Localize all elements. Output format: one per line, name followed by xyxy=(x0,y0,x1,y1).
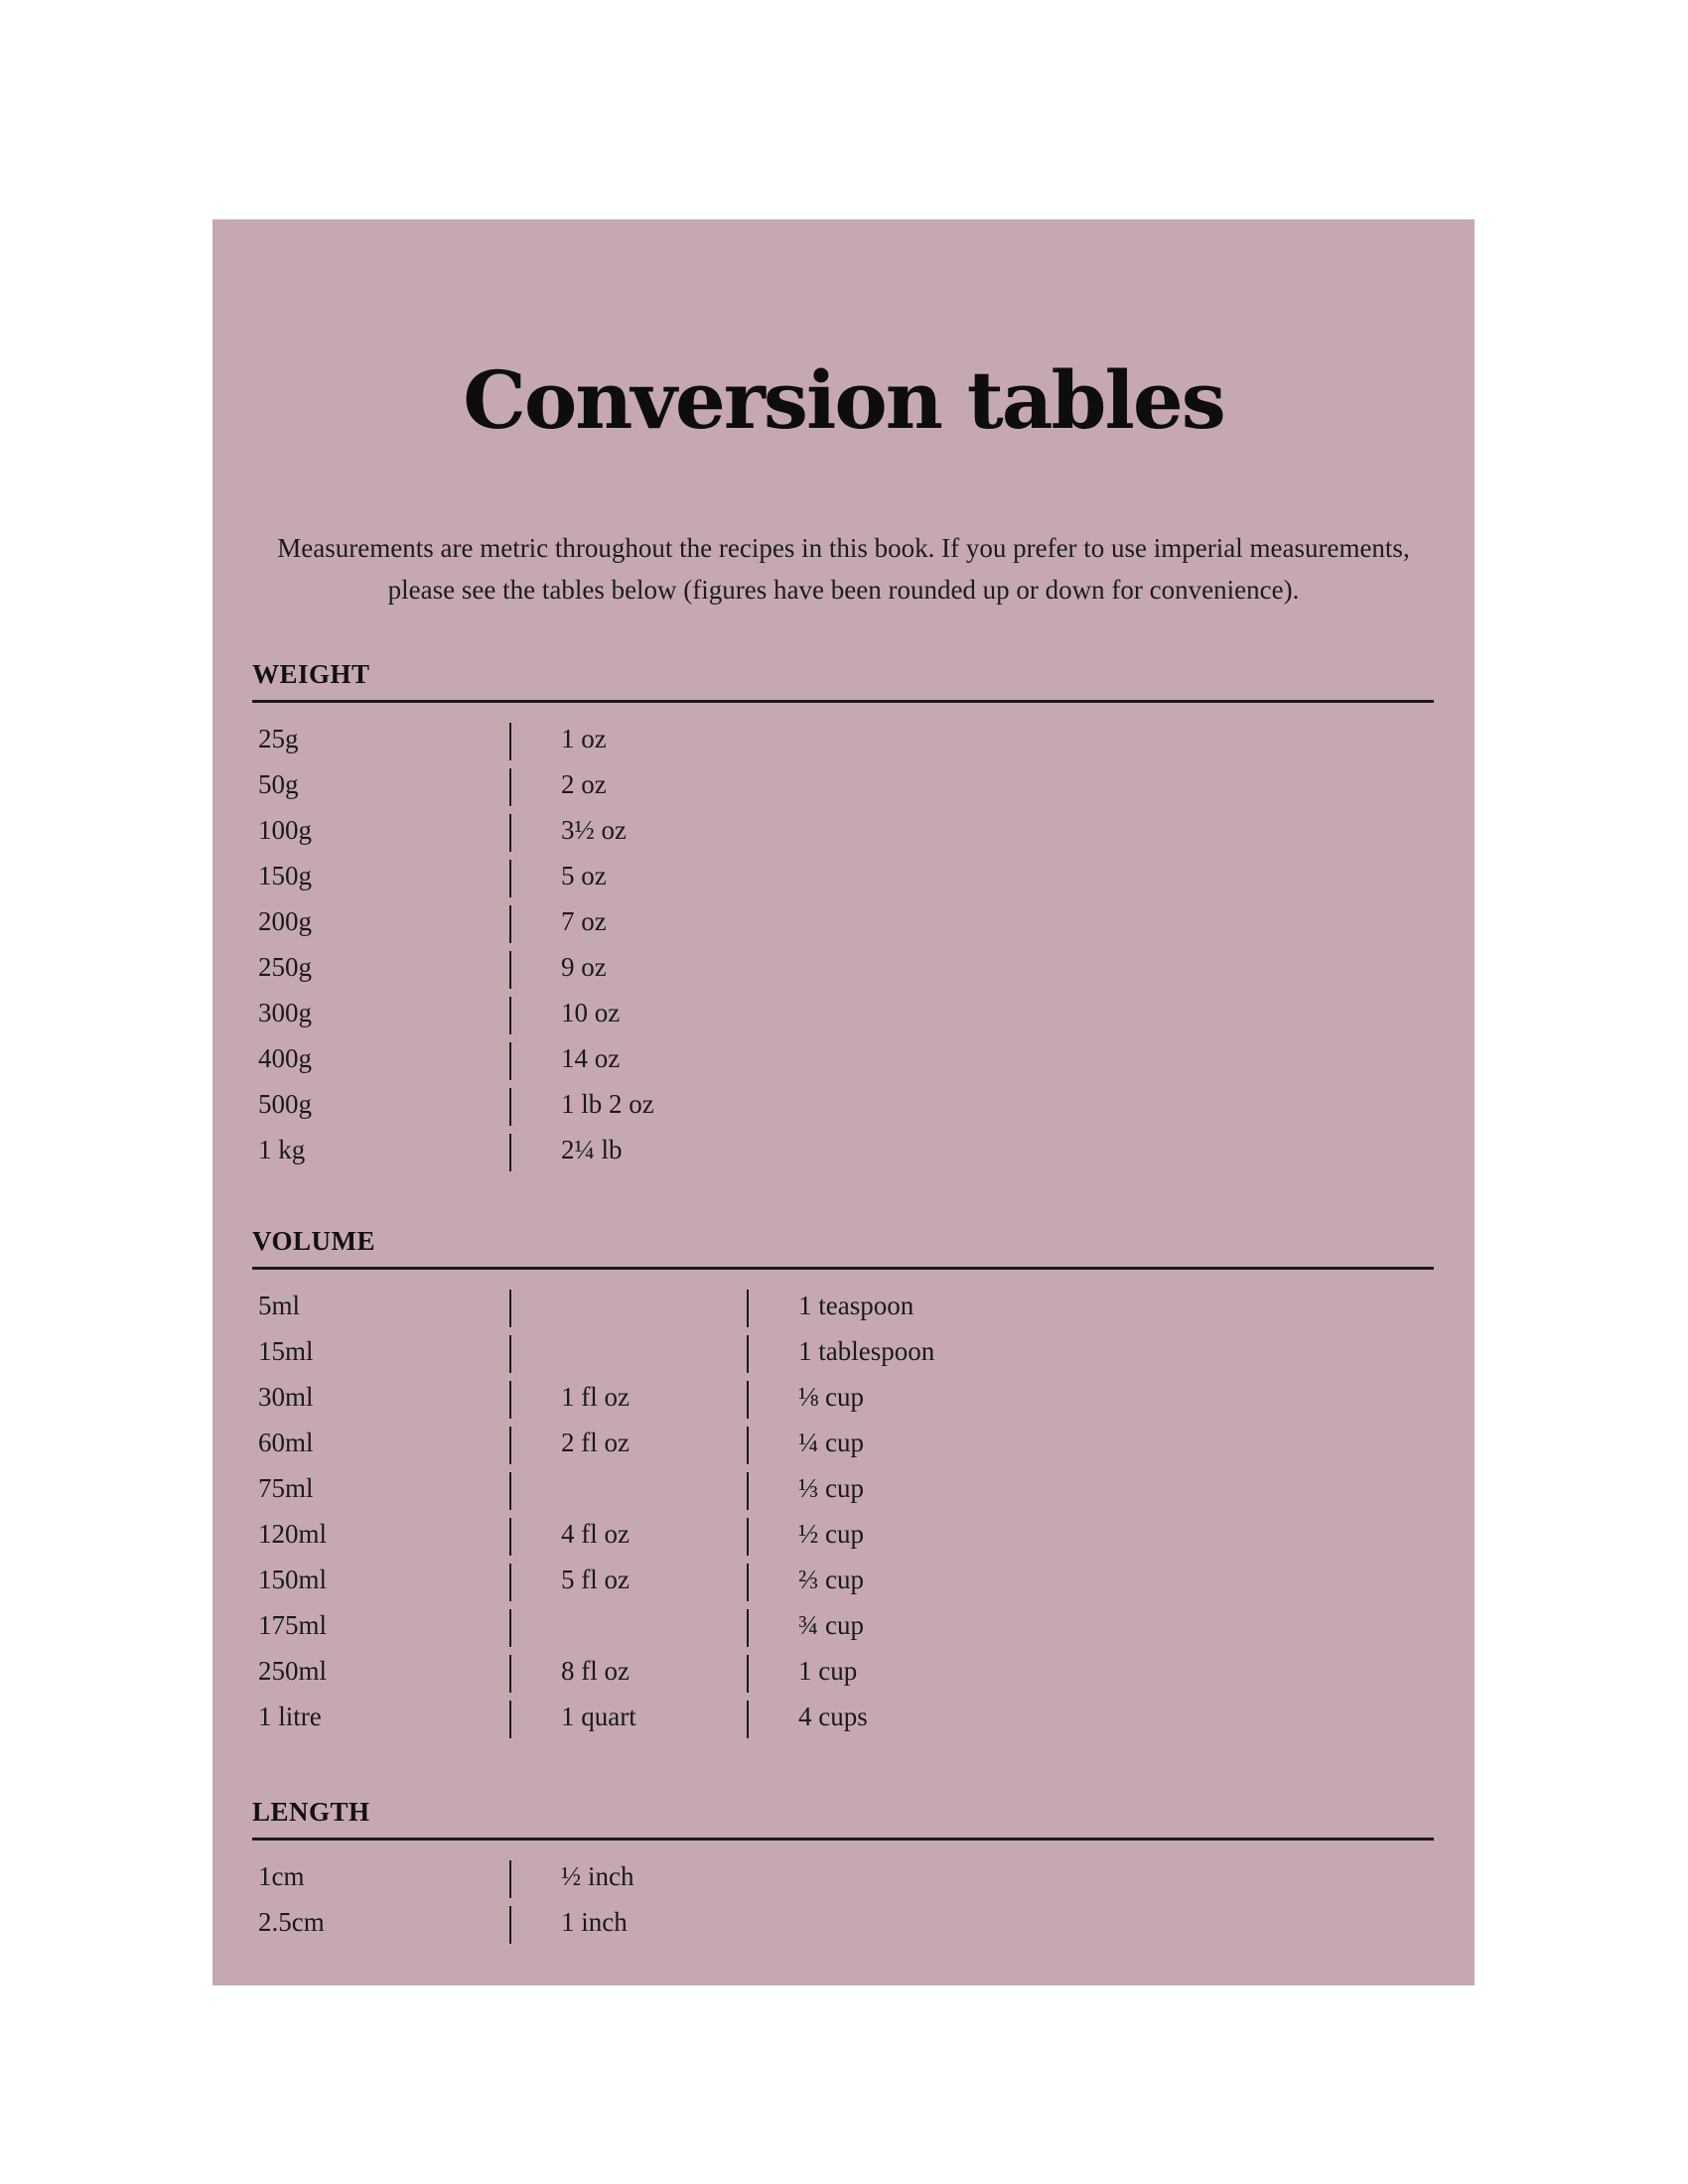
column-separator xyxy=(509,814,511,852)
metric-value: 120ml xyxy=(258,1519,328,1549)
metric-value: 500g xyxy=(258,1089,312,1119)
table-row xyxy=(252,761,1434,807)
table-row xyxy=(252,807,1434,853)
table-row xyxy=(252,1127,1434,1172)
table-row xyxy=(252,1420,1434,1465)
metric-value: 1 litre xyxy=(258,1702,322,1731)
table-row xyxy=(252,1374,1434,1420)
cup-value: ½ cup xyxy=(798,1519,864,1549)
metric-value: 250ml xyxy=(258,1656,328,1686)
metric-value: 50g xyxy=(258,769,299,799)
column-separator xyxy=(747,1335,749,1373)
table-row xyxy=(252,1035,1434,1081)
column-separator xyxy=(509,1472,511,1510)
column-separator xyxy=(509,1088,511,1126)
metric-value: 150ml xyxy=(258,1565,328,1594)
column-separator xyxy=(747,1655,749,1693)
imperial-value: 5 fl oz xyxy=(561,1565,630,1594)
column-separator xyxy=(747,1427,749,1464)
column-separator xyxy=(509,1335,511,1373)
metric-value: 60ml xyxy=(258,1428,314,1457)
cup-value: ⅔ cup xyxy=(798,1565,864,1594)
imperial-value: 1 fl oz xyxy=(561,1382,630,1412)
weight-heading: WEIGHT xyxy=(252,659,370,689)
cup-value: ⅓ cup xyxy=(798,1473,864,1503)
column-separator xyxy=(509,1860,511,1898)
table-row xyxy=(252,1602,1434,1648)
column-separator xyxy=(509,768,511,806)
table-row xyxy=(252,1853,1434,1899)
column-separator xyxy=(747,1290,749,1327)
cup-value: 1 cup xyxy=(798,1656,858,1686)
column-separator xyxy=(509,1134,511,1171)
table-row xyxy=(252,898,1434,944)
table-row xyxy=(252,1465,1434,1511)
table-row xyxy=(252,1557,1434,1602)
imperial-value: 7 oz xyxy=(561,906,607,936)
imperial-value: 5 oz xyxy=(561,861,607,890)
column-separator xyxy=(509,1290,511,1327)
table-row xyxy=(252,853,1434,898)
imperial-value: 1 oz xyxy=(561,724,607,753)
volume-divider xyxy=(252,1267,1434,1270)
column-separator xyxy=(509,723,511,760)
imperial-value: 3½ oz xyxy=(561,815,627,845)
cup-value: 1 tablespoon xyxy=(798,1336,935,1366)
weight-section xyxy=(252,654,1434,1172)
table-row xyxy=(252,1328,1434,1374)
column-separator xyxy=(747,1701,749,1738)
metric-value: 100g xyxy=(258,815,312,845)
table-row xyxy=(252,1283,1434,1328)
table-row xyxy=(252,944,1434,990)
table-row xyxy=(252,1648,1434,1694)
imperial-value: ½ inch xyxy=(561,1861,634,1891)
metric-value: 300g xyxy=(258,998,312,1027)
length-section xyxy=(252,1792,1434,1945)
volume-table xyxy=(252,1283,1434,1739)
column-separator xyxy=(509,997,511,1034)
metric-value: 400g xyxy=(258,1043,312,1073)
weight-table xyxy=(252,716,1434,1172)
cup-value: ¼ cup xyxy=(798,1428,864,1457)
weight-divider xyxy=(252,700,1434,703)
metric-value: 15ml xyxy=(258,1336,314,1366)
volume-section xyxy=(252,1221,1434,1739)
imperial-value: 1 quart xyxy=(561,1702,636,1731)
length-heading: LENGTH xyxy=(252,1797,370,1827)
table-row xyxy=(252,990,1434,1035)
metric-value: 1 kg xyxy=(258,1135,306,1164)
column-separator xyxy=(509,951,511,989)
column-separator xyxy=(747,1609,749,1647)
column-separator xyxy=(747,1564,749,1601)
metric-value: 200g xyxy=(258,906,312,936)
intro-paragraph: Measurements are metric throughout the recipes in this book. If you prefer to use imperial measurements, please see the tables below (figures have been rounded up or down for convenience). xyxy=(277,533,1410,605)
column-separator xyxy=(509,860,511,897)
column-separator xyxy=(747,1381,749,1419)
table-row xyxy=(252,716,1434,761)
column-separator xyxy=(509,1518,511,1556)
length-table xyxy=(252,1853,1434,1945)
metric-value: 25g xyxy=(258,724,299,753)
cup-value: ⅛ cup xyxy=(798,1382,864,1412)
metric-value: 175ml xyxy=(258,1610,328,1640)
metric-value: 1cm xyxy=(258,1861,305,1891)
imperial-value: 2 oz xyxy=(561,769,607,799)
column-separator xyxy=(509,1906,511,1944)
imperial-value: 1 inch xyxy=(561,1907,628,1937)
table-row xyxy=(252,1511,1434,1557)
column-separator xyxy=(509,1427,511,1464)
imperial-value: 2¼ lb xyxy=(561,1135,623,1164)
metric-value: 5ml xyxy=(258,1291,301,1320)
table-row xyxy=(252,1694,1434,1739)
column-separator xyxy=(509,1701,511,1738)
column-separator xyxy=(747,1518,749,1556)
cup-value: 4 cups xyxy=(798,1702,868,1731)
imperial-value: 1 lb 2 oz xyxy=(561,1089,654,1119)
column-separator xyxy=(509,905,511,943)
metric-value: 250g xyxy=(258,952,312,982)
imperial-value: 4 fl oz xyxy=(561,1519,630,1549)
metric-value: 30ml xyxy=(258,1382,314,1412)
column-separator xyxy=(509,1609,511,1647)
metric-value: 2.5cm xyxy=(258,1907,325,1937)
table-row xyxy=(252,1081,1434,1127)
volume-heading: VOLUME xyxy=(252,1226,375,1256)
conversion-panel xyxy=(212,219,1475,1985)
column-separator xyxy=(509,1381,511,1419)
column-separator xyxy=(509,1564,511,1601)
imperial-value: 2 fl oz xyxy=(561,1428,630,1457)
column-separator xyxy=(509,1655,511,1693)
table-row xyxy=(252,1899,1434,1945)
imperial-value: 8 fl oz xyxy=(561,1656,630,1686)
imperial-value: 9 oz xyxy=(561,952,607,982)
column-separator xyxy=(509,1042,511,1080)
cup-value: ¾ cup xyxy=(798,1610,864,1640)
metric-value: 75ml xyxy=(258,1473,314,1503)
page-title: Conversion tables xyxy=(463,353,1224,447)
imperial-value: 14 oz xyxy=(561,1043,621,1073)
imperial-value: 10 oz xyxy=(561,998,621,1027)
column-separator xyxy=(747,1472,749,1510)
metric-value: 150g xyxy=(258,861,312,890)
cup-value: 1 teaspoon xyxy=(798,1291,914,1320)
length-divider xyxy=(252,1838,1434,1841)
